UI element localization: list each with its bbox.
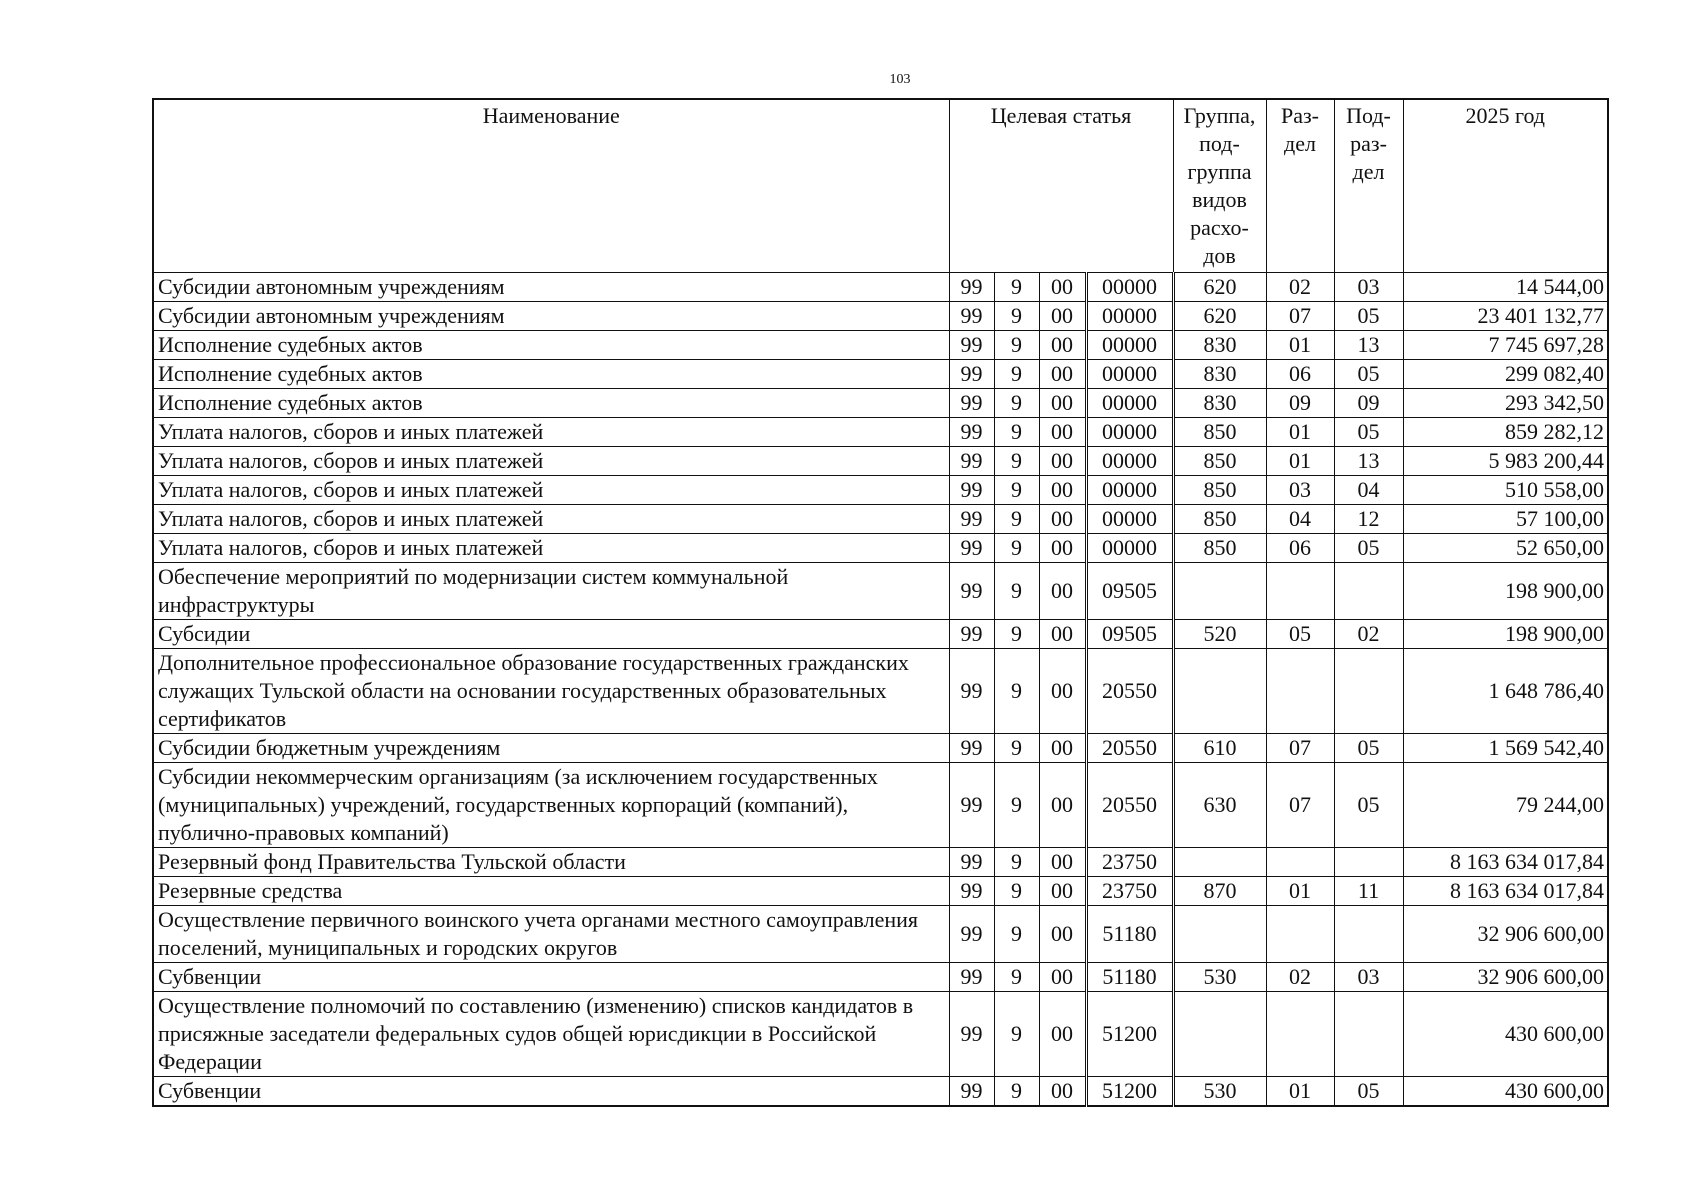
header-group: Группа, под- группа видов расхо- дов	[1173, 99, 1266, 273]
cell-name: Уплата налогов, сборов и иных платежей	[153, 447, 949, 476]
table-row	[153, 447, 1608, 476]
cell-amount-2025: 198 900,00	[1403, 563, 1608, 620]
cell-target-type: 9	[994, 963, 1039, 992]
cell-target-direction: 00000	[1086, 447, 1173, 476]
cell-target-type: 9	[994, 447, 1039, 476]
cell-target-subprogram: 00	[1039, 447, 1086, 476]
cell-target-subprogram: 00	[1039, 563, 1086, 620]
cell-expense-group: 850	[1173, 505, 1266, 534]
cell-target-program: 99	[949, 649, 994, 734]
table-row	[153, 763, 1608, 848]
cell-target-direction: 00000	[1086, 505, 1173, 534]
cell-name: Исполнение судебных актов	[153, 331, 949, 360]
cell-name: Уплата налогов, сборов и иных платежей	[153, 534, 949, 563]
cell-section: 07	[1266, 302, 1334, 331]
cell-name: Уплата налогов, сборов и иных платежей	[153, 476, 949, 505]
cell-target-program: 99	[949, 360, 994, 389]
table-row	[153, 389, 1608, 418]
table-body	[153, 273, 1608, 1107]
cell-amount-2025: 430 600,00	[1403, 992, 1608, 1077]
table-row	[153, 505, 1608, 534]
cell-expense-group	[1173, 906, 1266, 963]
cell-target-type: 9	[994, 273, 1039, 302]
cell-target-direction: 00000	[1086, 389, 1173, 418]
cell-target-type: 9	[994, 331, 1039, 360]
cell-target-subprogram: 00	[1039, 963, 1086, 992]
cell-name: Уплата налогов, сборов и иных платежей	[153, 505, 949, 534]
cell-expense-group: 620	[1173, 273, 1266, 302]
table-row	[153, 476, 1608, 505]
cell-subsection	[1334, 906, 1403, 963]
cell-target-direction: 00000	[1086, 476, 1173, 505]
cell-amount-2025: 299 082,40	[1403, 360, 1608, 389]
cell-target-program: 99	[949, 1077, 994, 1107]
header-target: Целевая статья	[949, 99, 1173, 273]
cell-subsection: 05	[1334, 763, 1403, 848]
cell-subsection: 09	[1334, 389, 1403, 418]
cell-amount-2025: 7 745 697,28	[1403, 331, 1608, 360]
cell-target-direction: 20550	[1086, 649, 1173, 734]
cell-target-program: 99	[949, 734, 994, 763]
table-row	[153, 331, 1608, 360]
cell-target-program: 99	[949, 331, 994, 360]
cell-target-program: 99	[949, 418, 994, 447]
cell-target-direction: 00000	[1086, 534, 1173, 563]
table-row	[153, 848, 1608, 877]
cell-target-subprogram: 00	[1039, 763, 1086, 848]
cell-section: 06	[1266, 360, 1334, 389]
cell-expense-group: 530	[1173, 1077, 1266, 1107]
cell-target-program: 99	[949, 505, 994, 534]
cell-target-subprogram: 00	[1039, 418, 1086, 447]
cell-section: 05	[1266, 620, 1334, 649]
table-row	[153, 620, 1608, 649]
cell-target-direction: 00000	[1086, 360, 1173, 389]
cell-amount-2025: 1 648 786,40	[1403, 649, 1608, 734]
cell-name: Уплата налогов, сборов и иных платежей	[153, 418, 949, 447]
page-number: 103	[889, 72, 911, 87]
cell-target-subprogram: 00	[1039, 360, 1086, 389]
cell-name: Исполнение судебных актов	[153, 360, 949, 389]
cell-amount-2025: 14 544,00	[1403, 273, 1608, 302]
cell-section: 02	[1266, 273, 1334, 302]
cell-name: Субсидии бюджетным учреждениям	[153, 734, 949, 763]
cell-section: 07	[1266, 763, 1334, 848]
cell-amount-2025: 79 244,00	[1403, 763, 1608, 848]
cell-target-subprogram: 00	[1039, 992, 1086, 1077]
cell-target-subprogram: 00	[1039, 734, 1086, 763]
cell-target-program: 99	[949, 563, 994, 620]
cell-target-program: 99	[949, 877, 994, 906]
cell-target-program: 99	[949, 848, 994, 877]
cell-expense-group: 610	[1173, 734, 1266, 763]
table-row	[153, 992, 1608, 1077]
cell-target-type: 9	[994, 848, 1039, 877]
cell-target-type: 9	[994, 734, 1039, 763]
cell-target-program: 99	[949, 273, 994, 302]
cell-target-type: 9	[994, 1077, 1039, 1107]
cell-subsection: 03	[1334, 963, 1403, 992]
cell-subsection	[1334, 649, 1403, 734]
cell-expense-group: 870	[1173, 877, 1266, 906]
header-name: Наименование	[153, 99, 949, 273]
header-subsection: Под- раз- дел	[1334, 99, 1403, 273]
table-row	[153, 877, 1608, 906]
cell-name: Субсидии некоммерческим организациям (за исключением государственных (муниципальных) учреждений, государственных корпораций (компаний), публично-правовых компаний)	[153, 763, 949, 848]
table-row	[153, 534, 1608, 563]
cell-section: 01	[1266, 418, 1334, 447]
cell-section	[1266, 992, 1334, 1077]
cell-target-type: 9	[994, 534, 1039, 563]
cell-subsection: 13	[1334, 447, 1403, 476]
cell-name: Субсидии автономным учреждениям	[153, 302, 949, 331]
cell-section: 02	[1266, 963, 1334, 992]
header-year: 2025 год	[1403, 99, 1608, 273]
cell-section	[1266, 563, 1334, 620]
cell-expense-group: 530	[1173, 963, 1266, 992]
cell-target-direction: 00000	[1086, 302, 1173, 331]
cell-amount-2025: 23 401 132,77	[1403, 302, 1608, 331]
cell-target-program: 99	[949, 302, 994, 331]
cell-target-subprogram: 00	[1039, 505, 1086, 534]
cell-target-subprogram: 00	[1039, 273, 1086, 302]
header-section: Раз- дел	[1266, 99, 1334, 273]
cell-expense-group: 520	[1173, 620, 1266, 649]
cell-section: 07	[1266, 734, 1334, 763]
cell-target-direction: 09505	[1086, 563, 1173, 620]
cell-target-type: 9	[994, 906, 1039, 963]
cell-section: 01	[1266, 447, 1334, 476]
cell-name: Резервный фонд Правительства Тульской области	[153, 848, 949, 877]
cell-name: Осуществление полномочий по составлению (изменению) списков кандидатов в присяжные заседатели федеральных судов общей юрисдикции в Российской Федерации	[153, 992, 949, 1077]
cell-target-direction: 51180	[1086, 906, 1173, 963]
cell-target-subprogram: 00	[1039, 1077, 1086, 1107]
cell-expense-group: 620	[1173, 302, 1266, 331]
cell-amount-2025: 32 906 600,00	[1403, 906, 1608, 963]
cell-subsection: 11	[1334, 877, 1403, 906]
table-row	[153, 563, 1608, 620]
cell-target-program: 99	[949, 476, 994, 505]
cell-target-direction: 20550	[1086, 763, 1173, 848]
cell-target-program: 99	[949, 620, 994, 649]
cell-section: 09	[1266, 389, 1334, 418]
table-row	[153, 649, 1608, 734]
cell-expense-group	[1173, 563, 1266, 620]
cell-subsection: 05	[1334, 534, 1403, 563]
cell-amount-2025: 1 569 542,40	[1403, 734, 1608, 763]
cell-section	[1266, 906, 1334, 963]
cell-target-direction: 00000	[1086, 418, 1173, 447]
cell-subsection: 03	[1334, 273, 1403, 302]
cell-subsection: 02	[1334, 620, 1403, 649]
cell-target-type: 9	[994, 620, 1039, 649]
cell-target-subprogram: 00	[1039, 534, 1086, 563]
cell-target-type: 9	[994, 302, 1039, 331]
cell-expense-group: 850	[1173, 418, 1266, 447]
cell-name: Субвенции	[153, 963, 949, 992]
table-row	[153, 302, 1608, 331]
cell-subsection: 05	[1334, 302, 1403, 331]
table-row	[153, 273, 1608, 302]
cell-section: 03	[1266, 476, 1334, 505]
cell-amount-2025: 859 282,12	[1403, 418, 1608, 447]
cell-target-subprogram: 00	[1039, 649, 1086, 734]
cell-target-program: 99	[949, 992, 994, 1077]
cell-target-direction: 23750	[1086, 877, 1173, 906]
cell-subsection: 05	[1334, 418, 1403, 447]
cell-expense-group: 830	[1173, 360, 1266, 389]
cell-expense-group	[1173, 992, 1266, 1077]
cell-amount-2025: 510 558,00	[1403, 476, 1608, 505]
cell-target-subprogram: 00	[1039, 389, 1086, 418]
cell-target-type: 9	[994, 877, 1039, 906]
cell-target-type: 9	[994, 360, 1039, 389]
cell-expense-group	[1173, 848, 1266, 877]
cell-name: Резервные средства	[153, 877, 949, 906]
cell-amount-2025: 52 650,00	[1403, 534, 1608, 563]
cell-target-program: 99	[949, 534, 994, 563]
cell-amount-2025: 32 906 600,00	[1403, 963, 1608, 992]
cell-amount-2025: 5 983 200,44	[1403, 447, 1608, 476]
table-row	[153, 360, 1608, 389]
cell-name: Субсидии автономным учреждениям	[153, 273, 949, 302]
cell-subsection: 05	[1334, 360, 1403, 389]
cell-target-program: 99	[949, 906, 994, 963]
cell-name: Осуществление первичного воинского учета органами местного самоуправления поселений, муниципальных и городских округов	[153, 906, 949, 963]
cell-expense-group: 830	[1173, 389, 1266, 418]
cell-name: Субвенции	[153, 1077, 949, 1107]
cell-expense-group: 850	[1173, 447, 1266, 476]
cell-subsection	[1334, 563, 1403, 620]
cell-subsection	[1334, 992, 1403, 1077]
cell-section: 06	[1266, 534, 1334, 563]
cell-target-type: 9	[994, 476, 1039, 505]
cell-target-type: 9	[994, 505, 1039, 534]
cell-target-type: 9	[994, 389, 1039, 418]
cell-target-subprogram: 00	[1039, 877, 1086, 906]
cell-section: 01	[1266, 1077, 1334, 1107]
cell-target-type: 9	[994, 763, 1039, 848]
cell-name: Дополнительное профессиональное образование государственных гражданских служащих Тульской области на основании государственных образовательных сертификатов	[153, 649, 949, 734]
cell-amount-2025: 293 342,50	[1403, 389, 1608, 418]
cell-target-program: 99	[949, 389, 994, 418]
cell-expense-group: 850	[1173, 534, 1266, 563]
cell-target-type: 9	[994, 563, 1039, 620]
cell-amount-2025: 8 163 634 017,84	[1403, 877, 1608, 906]
cell-target-direction: 51180	[1086, 963, 1173, 992]
table-row	[153, 734, 1608, 763]
cell-target-program: 99	[949, 963, 994, 992]
table-row	[153, 906, 1608, 963]
budget-table	[152, 98, 1609, 1107]
cell-target-direction: 51200	[1086, 992, 1173, 1077]
table-row	[153, 963, 1608, 992]
cell-target-type: 9	[994, 418, 1039, 447]
cell-target-subprogram: 00	[1039, 331, 1086, 360]
cell-subsection: 05	[1334, 734, 1403, 763]
cell-target-type: 9	[994, 992, 1039, 1077]
cell-section	[1266, 848, 1334, 877]
cell-target-direction: 23750	[1086, 848, 1173, 877]
cell-subsection: 12	[1334, 505, 1403, 534]
cell-amount-2025: 57 100,00	[1403, 505, 1608, 534]
cell-expense-group	[1173, 649, 1266, 734]
cell-target-program: 99	[949, 763, 994, 848]
cell-target-program: 99	[949, 447, 994, 476]
cell-expense-group: 830	[1173, 331, 1266, 360]
cell-target-subprogram: 00	[1039, 476, 1086, 505]
cell-amount-2025: 198 900,00	[1403, 620, 1608, 649]
table-header	[153, 99, 1608, 273]
cell-expense-group: 630	[1173, 763, 1266, 848]
cell-section	[1266, 649, 1334, 734]
table-row	[153, 418, 1608, 447]
cell-target-type: 9	[994, 649, 1039, 734]
cell-target-direction: 00000	[1086, 273, 1173, 302]
cell-subsection: 04	[1334, 476, 1403, 505]
cell-target-subprogram: 00	[1039, 620, 1086, 649]
cell-target-direction: 09505	[1086, 620, 1173, 649]
cell-target-subprogram: 00	[1039, 302, 1086, 331]
cell-name: Обеспечение мероприятий по модернизации систем коммунальной инфраструктуры	[153, 563, 949, 620]
cell-section: 04	[1266, 505, 1334, 534]
cell-subsection: 05	[1334, 1077, 1403, 1107]
cell-target-subprogram: 00	[1039, 906, 1086, 963]
cell-amount-2025: 8 163 634 017,84	[1403, 848, 1608, 877]
cell-target-subprogram: 00	[1039, 848, 1086, 877]
cell-target-direction: 20550	[1086, 734, 1173, 763]
cell-name: Исполнение судебных актов	[153, 389, 949, 418]
cell-target-direction: 00000	[1086, 331, 1173, 360]
cell-section: 01	[1266, 331, 1334, 360]
cell-subsection	[1334, 848, 1403, 877]
cell-section: 01	[1266, 877, 1334, 906]
table-row	[153, 1077, 1608, 1107]
cell-name: Субсидии	[153, 620, 949, 649]
cell-target-direction: 51200	[1086, 1077, 1173, 1107]
cell-amount-2025: 430 600,00	[1403, 1077, 1608, 1107]
cell-subsection: 13	[1334, 331, 1403, 360]
cell-expense-group: 850	[1173, 476, 1266, 505]
